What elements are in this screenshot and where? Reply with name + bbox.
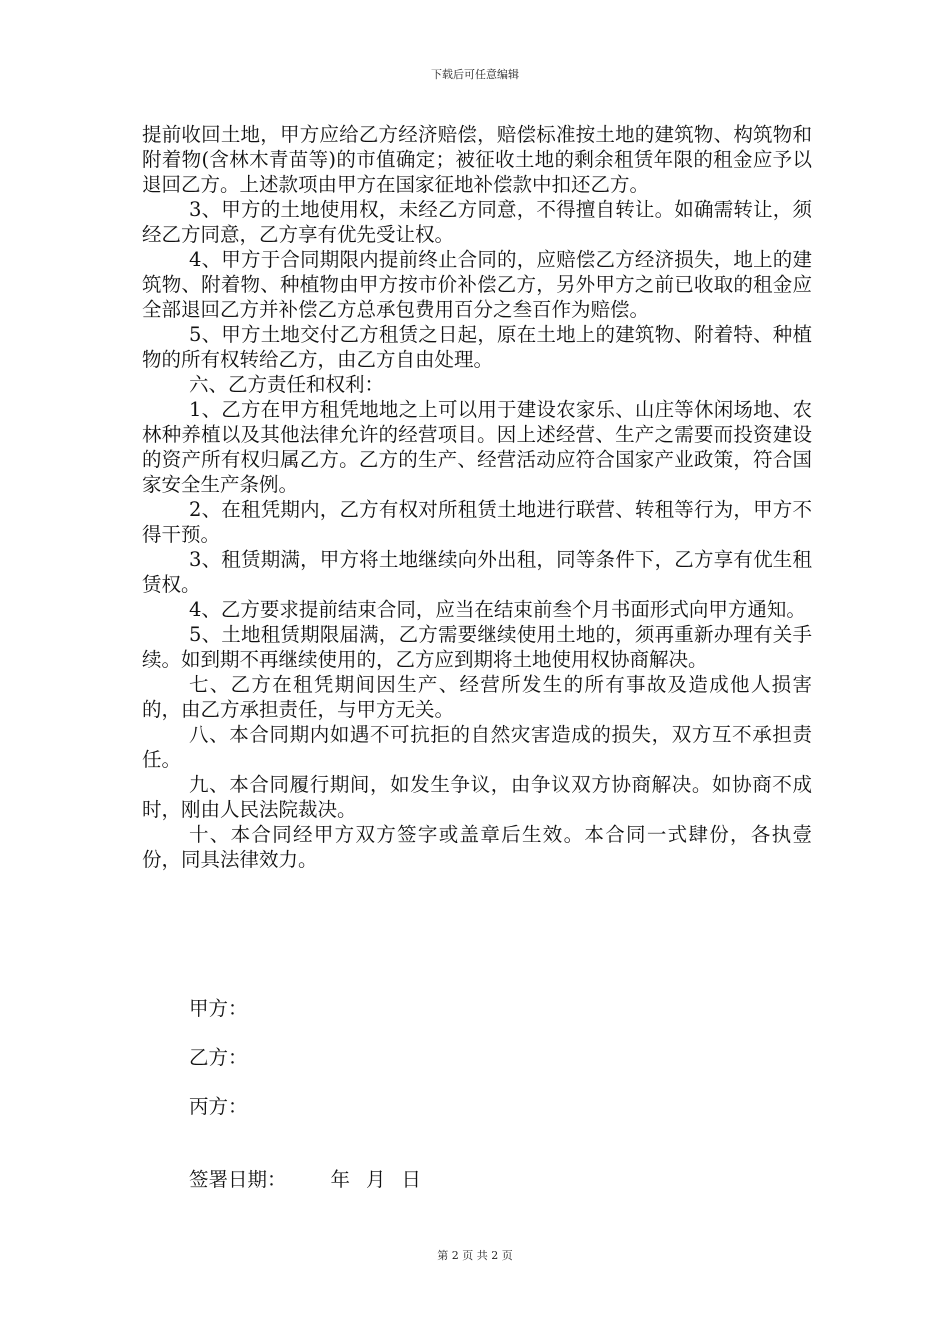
signing-date-line bbox=[189, 1167, 421, 1192]
paragraph-section-9: 九、本合同履行期间，如发生争议，由争议双方协商解决。如协商不成时，刚由人民法院裁决。 bbox=[142, 773, 812, 821]
paragraph-section-7: 七、乙方在租凭期间因生产、经营所发生的所有事故及造成他人损害的，由乙方承担责任，与甲方无关。 bbox=[142, 673, 812, 721]
party-b-signature-label: 乙方： bbox=[189, 1046, 248, 1069]
paragraph-clause-6-3: 3、租赁期满，甲方将土地继续向外出租，同等条件下，乙方享有优生租赁权。 bbox=[142, 548, 812, 596]
section-heading-6: 六、乙方责任和权利： bbox=[189, 373, 385, 396]
paragraph-clause-6-1: 1、乙方在甲方租凭地地之上可以用于建设农家乐、山庄等休闲场地、农林种养植以及其他法律允许的经营项目。因上述经营、生产之需要而投资建设的资产所有权归属乙方。乙方的生产、经营活动应符合国家产业政策，符合国家安全生产条例。 bbox=[142, 398, 812, 496]
document-body bbox=[142, 122, 812, 872]
paragraph-continuation: 提前收回土地，甲方应给乙方经济赔偿，赔偿标准按土地的建筑物、构筑物和附着物(含林木青苗等)的市值确定；被征收土地的剩余租赁年限的租金应予以退回乙方。上述款项由甲方在国家征地补偿款中扣还乙方。 bbox=[142, 123, 812, 196]
date-month-label: 月 bbox=[366, 1168, 386, 1191]
paragraph-clause-5-5: 5、甲方土地交付乙方租赁之日起，原在土地上的建筑物、附着特、种植物的所有权转给乙方，由乙方自由处理。 bbox=[142, 323, 812, 371]
date-year-label: 年 bbox=[330, 1168, 351, 1191]
page-header: 下载后可任意编辑 bbox=[431, 68, 519, 81]
party-a-signature-label: 甲方： bbox=[189, 997, 248, 1020]
paragraph-section-8: 八、本合同期内如遇不可抗拒的自然灾害造成的损失，双方互不承担责任。 bbox=[142, 723, 812, 771]
page-footer: 第 2 页 共 2 页 bbox=[437, 1249, 513, 1262]
date-day-label: 日 bbox=[401, 1168, 422, 1191]
paragraph-clause-5-3: 3、甲方的土地使用权，未经乙方同意，不得擅自转让。如确需转让，须经乙方同意，乙方享有优先受让权。 bbox=[142, 198, 812, 246]
paragraph-clause-6-2: 2、在租凭期内，乙方有权对所租赁土地进行联营、转租等行为，甲方不得干预。 bbox=[142, 498, 812, 546]
paragraph-clause-6-5: 5、土地租赁期限届满，乙方需要继续使用土地的，须再重新办理有关手续。如到期不再继续使用的，乙方应到期将土地使用权协商解决。 bbox=[142, 623, 812, 671]
paragraph-section-10: 十、本合同经甲方双方签字或盖章后生效。本合同一式肆份，各执壹份，同具法律效力。 bbox=[142, 823, 812, 871]
signing-date-label: 签署日期： bbox=[189, 1168, 287, 1191]
party-c-signature-label: 丙方： bbox=[189, 1095, 248, 1118]
paragraph-clause-5-4: 4、甲方于合同期限内提前终止合同的，应赔偿乙方经济损失，地上的建筑物、附着物、种植物由甲方按市价补偿乙方，另外甲方之前已收取的租金应全部退回乙方并补偿乙方总承包费用百分之叁百作为赔偿。 bbox=[142, 248, 812, 321]
paragraph-clause-6-4: 4、乙方要求提前结束合同，应当在结束前叁个月书面形式向甲方通知。 bbox=[189, 598, 806, 621]
